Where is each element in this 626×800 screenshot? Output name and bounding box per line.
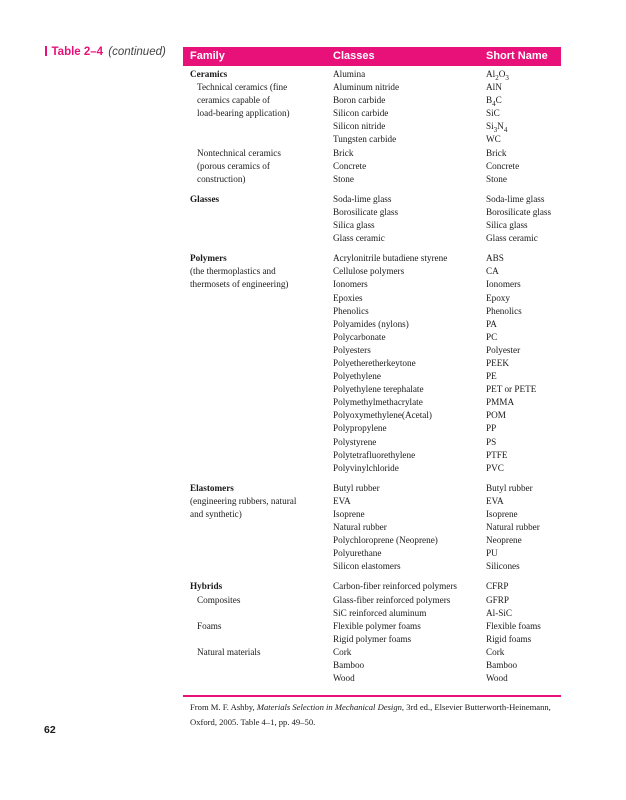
class-cell: Isoprene — [333, 509, 365, 519]
family-cell: Natural materials — [197, 646, 261, 657]
table-row — [0, 193, 626, 206]
short-name-cell: PVC — [486, 462, 504, 473]
class-cell: Polyesters — [333, 344, 371, 355]
short-name-cell: Silica glass — [486, 220, 528, 231]
table-row — [0, 68, 626, 81]
short-name-cell: Glass ceramic — [486, 233, 538, 244]
table-body — [0, 68, 626, 685]
short-name-cell: PS — [486, 436, 497, 447]
family-cell: Technical ceramics (fine — [197, 82, 288, 93]
short-name-cell: Soda-lime glass — [486, 193, 545, 204]
table-row — [0, 160, 626, 173]
source-title: Materials Selection in Mechanical Design — [256, 702, 402, 712]
table-row — [0, 147, 626, 160]
family-cell: and synthetic) — [190, 509, 242, 519]
table-row — [0, 357, 626, 370]
class-cell: Polyetheretherkeytone — [333, 357, 416, 368]
header-short-name: Short Name — [486, 50, 548, 62]
family-cell: (engineering rubbers, natural — [190, 495, 297, 506]
table-row — [0, 344, 626, 357]
class-cell: Silica glass — [333, 220, 375, 231]
short-name-cell: Stone — [486, 173, 507, 184]
short-name-cell: PE — [486, 371, 497, 382]
table-row — [0, 547, 626, 560]
short-name-cell: Flexible foams — [486, 620, 541, 631]
table-number: Table 2–4 — [51, 46, 104, 58]
short-name-cell: Bamboo — [486, 660, 518, 671]
short-name-cell: SiC — [486, 108, 500, 119]
table-row — [0, 173, 626, 186]
class-cell: Ionomers — [333, 279, 368, 290]
class-cell: Wood — [333, 673, 355, 684]
class-cell: Stone — [333, 173, 354, 184]
class-cell: Polychloroprene (Neoprene) — [333, 535, 438, 546]
family-cell: construction) — [197, 173, 246, 184]
family-cell: Composites — [197, 594, 241, 605]
table-row — [0, 560, 626, 573]
family-cell: Nontechnical ceramics — [197, 147, 281, 158]
table-continued: (continued) — [108, 46, 166, 58]
short-name-cell: $Si_3N_4$ — [486, 121, 508, 135]
short-name-cell: Butyl rubber — [486, 482, 533, 493]
class-cell: Borosilicate glass — [333, 206, 399, 217]
table-row — [0, 508, 626, 521]
class-cell: Polymethylmethacrylate — [333, 397, 423, 408]
family-cell: Ceramics — [190, 69, 228, 79]
family-cell: ceramics capable of — [197, 95, 270, 106]
class-cell: SiC reinforced aluminum — [333, 607, 427, 618]
short-name-cell: Rigid foams — [486, 633, 532, 644]
header-classes: Classes — [333, 50, 375, 62]
header-family: Family — [190, 50, 225, 62]
table-row — [0, 94, 626, 107]
row-gap — [0, 245, 626, 252]
class-cell: Polyvinylchloride — [333, 462, 399, 473]
row-gap — [0, 186, 626, 193]
class-cell: Epoxies — [333, 292, 363, 303]
short-name-cell: AlN — [486, 82, 502, 93]
table-row — [0, 633, 626, 646]
class-cell: Alumina — [333, 69, 366, 79]
class-cell: Glass-fiber reinforced polymers — [333, 594, 451, 605]
short-name-cell: PMMA — [486, 397, 515, 408]
short-name-cell: Silicones — [486, 561, 520, 572]
class-cell: Polyethylene terephalate — [333, 384, 424, 395]
table-row — [0, 646, 626, 659]
table-row — [0, 232, 626, 245]
family-cell: (porous ceramics of — [197, 160, 270, 171]
class-cell: Aluminum nitride — [333, 82, 400, 93]
class-cell: Cellulose polymers — [333, 266, 405, 277]
table-row — [0, 462, 626, 475]
short-name-cell: GFRP — [486, 594, 509, 605]
row-gap — [0, 573, 626, 580]
short-name-cell: Neoprene — [486, 535, 522, 546]
short-name-cell: PA — [486, 318, 497, 329]
class-cell: Brick — [333, 147, 354, 158]
table-row — [0, 133, 626, 146]
table-row — [0, 107, 626, 120]
table-row — [0, 331, 626, 344]
class-cell: Silicon nitride — [333, 121, 386, 132]
short-name-cell: Ionomers — [486, 279, 521, 290]
short-name-cell: Brick — [486, 147, 507, 158]
short-name-cell: Cork — [486, 646, 505, 657]
table-row — [0, 594, 626, 607]
short-name-cell: CFRP — [486, 581, 509, 592]
class-cell: Polyamides (nylons) — [333, 318, 409, 329]
table-row — [0, 534, 626, 547]
table-row — [0, 409, 626, 422]
class-cell: Acrylonitrile butadiene styrene — [333, 253, 448, 264]
class-cell: Natural rubber — [333, 522, 387, 533]
table-row — [0, 482, 626, 495]
short-name-cell: PEEK — [486, 357, 509, 368]
class-cell: Silicon elastomers — [333, 561, 401, 572]
table-row — [0, 383, 626, 396]
table-row — [0, 265, 626, 278]
family-cell: Glasses — [190, 193, 220, 204]
short-name-cell: Polyester — [486, 344, 521, 355]
table-label-bar — [45, 46, 47, 56]
class-cell: Polyurethane — [333, 548, 382, 559]
family-cell: Polymers — [190, 253, 227, 264]
table-row — [0, 305, 626, 318]
table-row — [0, 436, 626, 449]
short-name-cell: Wood — [486, 673, 508, 684]
short-name-cell: EVA — [486, 495, 504, 506]
table-row — [0, 495, 626, 508]
table-row — [0, 120, 626, 133]
class-cell: Tungsten carbide — [333, 134, 397, 145]
class-cell: Bamboo — [333, 660, 365, 671]
source-note — [190, 700, 560, 730]
family-cell: thermosets of engineering) — [190, 279, 289, 290]
table-row — [0, 292, 626, 305]
table-row — [0, 659, 626, 672]
table-row — [0, 422, 626, 435]
short-name-cell: PTFE — [486, 449, 508, 460]
source-suffix: , 3rd ed., Elsevier Butterworth-Heinemann, Oxford, 2005. Table 4–1, pp. 49–50. — [190, 702, 551, 727]
class-cell: Silicon carbide — [333, 108, 389, 119]
class-cell: Glass ceramic — [333, 233, 385, 244]
class-cell: Polystyrene — [333, 436, 377, 447]
short-name-cell: PC — [486, 331, 498, 342]
short-name-cell: Epoxy — [486, 292, 510, 303]
table-row — [0, 521, 626, 534]
family-cell: load-bearing application) — [197, 108, 290, 119]
table-row — [0, 607, 626, 620]
table-header — [183, 47, 561, 66]
class-cell: Cork — [333, 646, 352, 657]
short-name-cell: Al-SiC — [486, 607, 513, 618]
class-cell: Butyl rubber — [333, 482, 380, 493]
short-name-cell: Natural rubber — [486, 522, 540, 533]
class-cell: Polyoxymethylene(Acetal) — [333, 410, 432, 421]
source-prefix: From M. F. Ashby, — [190, 702, 257, 712]
short-name-cell: $Al_2O_3$ — [486, 69, 509, 82]
table-row — [0, 449, 626, 462]
short-name-cell: PU — [486, 548, 498, 559]
short-name-cell: Borosilicate glass — [486, 206, 552, 217]
table-row — [0, 396, 626, 409]
page-number: 62 — [44, 724, 56, 736]
class-cell: Rigid polymer foams — [333, 633, 412, 644]
class-cell: Polyethylene — [333, 371, 381, 382]
short-name-cell: PET or PETE — [486, 384, 537, 395]
table-row — [0, 620, 626, 633]
class-cell: Boron carbide — [333, 95, 386, 106]
table-label — [45, 46, 166, 58]
family-cell: Elastomers — [190, 482, 234, 493]
class-cell: Polytetrafluorethylene — [333, 449, 416, 460]
class-cell: Phenolics — [333, 305, 369, 316]
table-row — [0, 81, 626, 94]
table-row — [0, 318, 626, 331]
table-row — [0, 580, 626, 593]
short-name-cell: Concrete — [486, 160, 520, 171]
table-row — [0, 206, 626, 219]
table-row — [0, 370, 626, 383]
short-name-cell: $B_4C$ — [486, 95, 502, 109]
short-name-cell: ABS — [486, 253, 504, 264]
short-name-cell: Phenolics — [486, 305, 522, 316]
class-cell: Flexible polymer foams — [333, 620, 421, 631]
class-cell: Carbon-fiber reinforced polymers — [333, 581, 457, 592]
class-cell: Soda-lime glass — [333, 193, 392, 204]
class-cell: Polypropylene — [333, 423, 387, 434]
class-cell: EVA — [333, 495, 351, 506]
short-name-cell: Isoprene — [486, 509, 518, 519]
table-row — [0, 278, 626, 291]
table-row — [0, 672, 626, 685]
class-cell: Concrete — [333, 160, 367, 171]
table-row — [0, 219, 626, 232]
short-name-cell: PP — [486, 423, 497, 434]
family-cell: Hybrids — [190, 581, 223, 592]
table-row — [0, 252, 626, 265]
class-cell: Polycarbonate — [333, 331, 386, 342]
family-cell: (the thermoplastics and — [190, 266, 276, 277]
row-gap — [0, 475, 626, 482]
short-name-cell: CA — [486, 266, 499, 277]
short-name-cell: WC — [486, 134, 501, 145]
family-cell: Foams — [197, 620, 222, 631]
short-name-cell: POM — [486, 410, 506, 421]
table-bottom-rule — [183, 695, 561, 697]
